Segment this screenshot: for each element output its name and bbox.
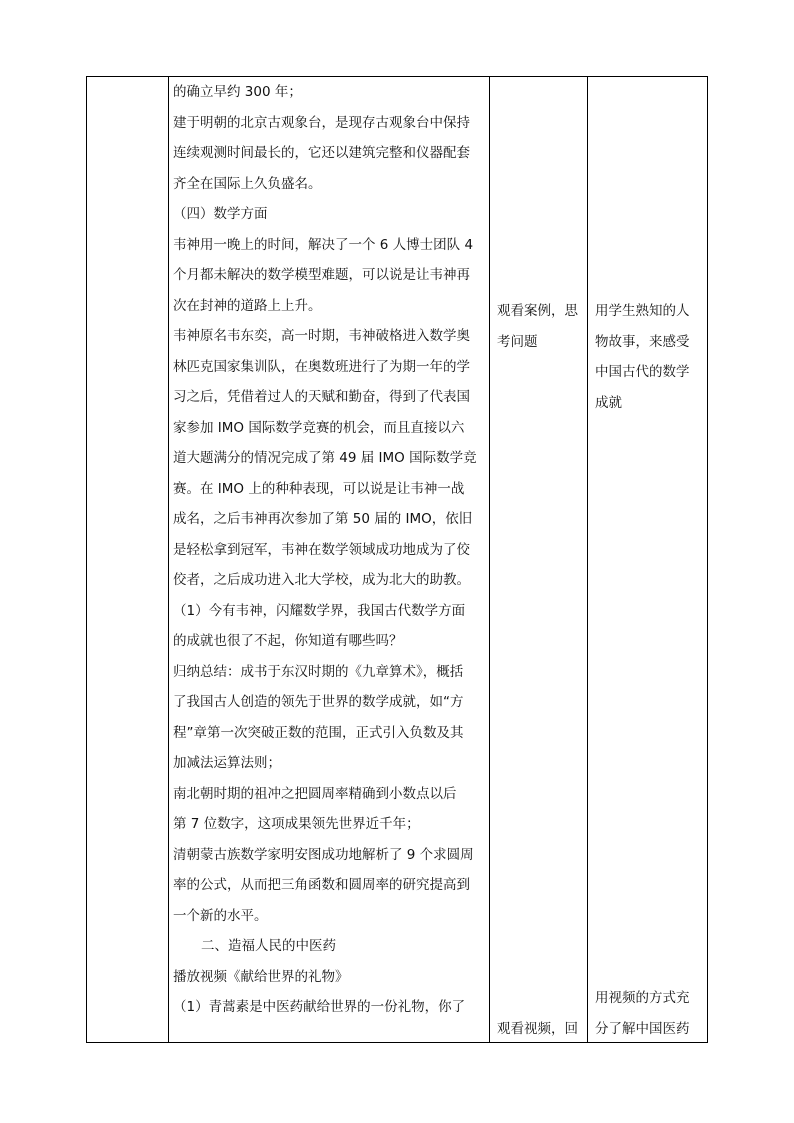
- content-line: 佼者，之后成功进入北大学校，成为北大的助教。: [173, 572, 470, 588]
- section-heading-math: （四）数学方面: [173, 206, 268, 222]
- design-intent-1: [595, 296, 690, 418]
- student-activity-2: [497, 1014, 578, 1045]
- content-line: 韦神原名韦东奕，高一时期，韦神破格进入数学奥: [173, 328, 470, 344]
- column-divider-1: [168, 77, 169, 1042]
- content-line: 一个新的水平。: [173, 907, 268, 924]
- activity-line: 考问题: [497, 333, 538, 350]
- activity-line: 观看案例，思: [497, 303, 578, 319]
- summary-line: 程”章第一次突破正数的范围，正式引入负数及其: [173, 724, 464, 741]
- intent-line: 用学生熟知的人: [595, 303, 690, 319]
- content-line: 次在封神的道路上上升。: [173, 297, 322, 314]
- content-line: 的确立早约 300 年；: [173, 84, 302, 100]
- intent-line: 中国古代的数学: [595, 364, 690, 380]
- content-line: 个月都未解决的数学模型难题，可以说是让韦神再: [173, 267, 470, 283]
- content-line: 成名，之后韦神再次参加了第 50 届的 IMO，依旧: [173, 511, 473, 527]
- column-divider-2: [489, 77, 490, 1042]
- content-line: 齐全在国际上久负盛名。: [173, 175, 322, 192]
- intent-line: 用视频的方式充: [595, 990, 690, 1006]
- content-line: 第 7 位数字，这项成果领先世界近千年；: [173, 816, 420, 832]
- question-line: 的成就也很了不起，你知道有哪些吗？: [173, 633, 403, 649]
- content-line: 南北朝时期的祖冲之把圆周率精确到小数点以后: [173, 785, 457, 802]
- activity-line: 观看视频，回: [497, 1021, 578, 1037]
- content-line: 是轻松拿到冠军，韦神在数学领域成功地成为了佼: [173, 541, 470, 558]
- content-line: 赛。在 IMO 上的种种表现，可以说是让韦神一战: [173, 480, 465, 497]
- content-line: 道大题满分的情况完成了第 49 届 IMO 国际数学竞: [173, 450, 477, 466]
- content-line: 率的公式，从而把三角函数和圆周率的研究提高到: [173, 877, 470, 893]
- intent-line: 分了解中国医药: [595, 1020, 690, 1037]
- question-line: （1）青蒿素是中医药献给世界的一份礼物，你了: [173, 999, 466, 1015]
- intent-line: 成就: [595, 394, 622, 411]
- content-line: 清朝蒙古族数学家明安图成功地解析了 9 个求圆周: [173, 846, 474, 863]
- question-line: （1）今有韦神，闪耀数学界，我国古代数学方面: [173, 602, 466, 619]
- intent-line: 物故事，来感受: [595, 333, 690, 350]
- section-heading-medicine: 二、造福人民的中医药: [201, 938, 336, 954]
- content-line: 连续观测时间最长的，它还以建筑完整和仪器配套: [173, 145, 470, 161]
- summary-line: 归纳总结：成书于东汉时期的《九章算术》，概括: [173, 663, 464, 680]
- design-intent-2: [595, 983, 690, 1044]
- content-line: 建于明朝的北京古观象台，是现存古观象台中保持: [173, 114, 470, 131]
- content-line: 习之后，凭借着过人的天赋和勤奋，得到了代表国: [173, 389, 470, 405]
- column-divider-3: [587, 77, 588, 1042]
- content-line: 林匹克国家集训队，在奥数班进行了为期一年的学: [173, 358, 470, 375]
- summary-line: 了我国古人创造的领先于世界的数学成就，如“方: [173, 694, 464, 710]
- content-line: 播放视频《献给世界的礼物》: [173, 968, 349, 985]
- teaching-content-column: [173, 77, 485, 1023]
- student-activity-1: [497, 296, 578, 357]
- content-line: 韦神用一晚上的时间，解决了一个 6 人博士团队 4: [173, 236, 474, 253]
- summary-line: 加减法运算法则；: [173, 755, 281, 771]
- content-line: 家参加 IMO 国际数学竞赛的机会，而且直接以六: [173, 419, 465, 436]
